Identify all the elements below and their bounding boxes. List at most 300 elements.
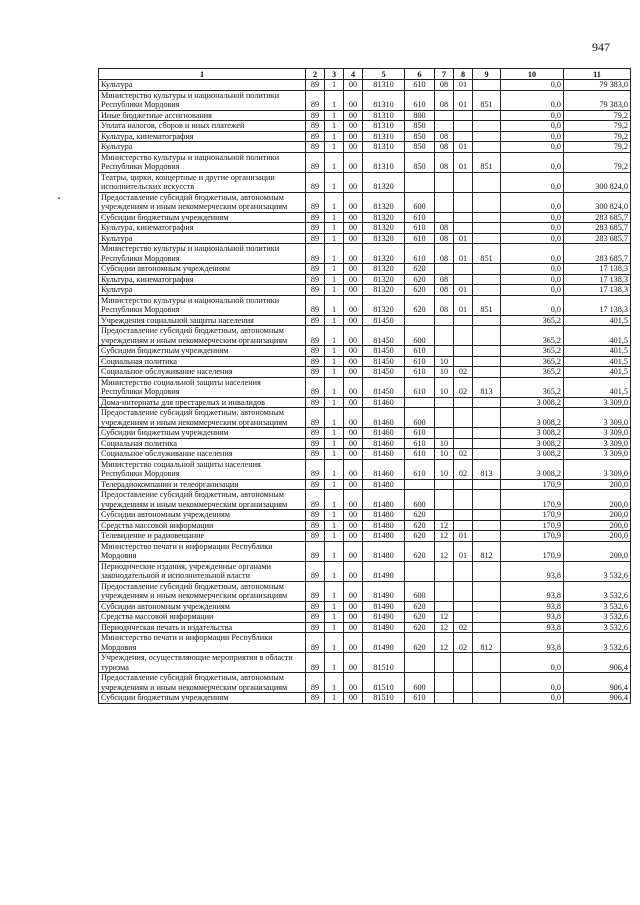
cell-col-4: 00: [344, 315, 363, 326]
cell-amount-2: 401,5: [564, 367, 631, 378]
cell-amount-1: 170,9: [501, 541, 564, 561]
table-row: [99, 131, 631, 142]
cell-col-2: 89: [306, 438, 325, 449]
cell-col-4: 00: [344, 110, 363, 121]
cell-section: [435, 479, 454, 490]
cell-section: 12: [435, 520, 454, 531]
cell-amount-1: 0,0: [501, 152, 564, 172]
cell-item-name: Средства массовой информации: [99, 612, 306, 623]
cell-amount-1: 365,2: [501, 377, 564, 397]
cell-col-2: 89: [306, 233, 325, 244]
cell-expense-type: 610: [405, 449, 435, 460]
cell-item-name: Культура: [99, 233, 306, 244]
cell-section: 10: [435, 438, 454, 449]
cell-expense-type: 850: [405, 142, 435, 153]
cell-target-code: 81450: [363, 346, 405, 357]
cell-col-3: 1: [325, 541, 344, 561]
cell-section: 08: [435, 285, 454, 296]
cell-section: 08: [435, 274, 454, 285]
cell-col-4: 00: [344, 633, 363, 653]
cell-item-name: Субсидии бюджетным учреждениям: [99, 428, 306, 439]
cell-expense-type: 610: [405, 80, 435, 91]
cell-amount-1: 93,8: [501, 622, 564, 633]
cell-section: 08: [435, 152, 454, 172]
cell-col-3: 1: [325, 397, 344, 408]
cell-target-code: 81490: [363, 622, 405, 633]
cell-section: 08: [435, 80, 454, 91]
cell-target-code: 81310: [363, 90, 405, 110]
cell-section: [435, 315, 454, 326]
cell-amount-1: 0,0: [501, 223, 564, 234]
cell-ministry-code: [473, 356, 501, 367]
cell-amount-2: 17 138,3: [564, 285, 631, 296]
cell-ministry-code: [473, 397, 501, 408]
cell-amount-1: 170,9: [501, 490, 564, 510]
cell-ministry-code: [473, 581, 501, 601]
cell-col-3: 1: [325, 346, 344, 357]
cell-subsection: [454, 479, 473, 490]
cell-col-2: 89: [306, 142, 325, 153]
cell-ministry-code: 851: [473, 152, 501, 172]
cell-ministry-code: [473, 285, 501, 296]
cell-item-name: Культура: [99, 142, 306, 153]
cell-col-3: 1: [325, 90, 344, 110]
cell-col-4: 00: [344, 438, 363, 449]
cell-amount-1: 0,0: [501, 264, 564, 275]
cell-ministry-code: [473, 172, 501, 192]
table-row: [99, 110, 631, 121]
cell-target-code: 81320: [363, 223, 405, 234]
cell-col-3: 1: [325, 408, 344, 428]
cell-subsection: 01: [454, 244, 473, 264]
cell-col-3: 1: [325, 653, 344, 673]
cell-ministry-code: [473, 121, 501, 132]
cell-section: [435, 212, 454, 223]
cell-section: 10: [435, 449, 454, 460]
cell-section: [435, 601, 454, 612]
cell-item-name: Предоставление субсидий бюджетным, автономным учреждениям и иным некоммерческим организациям: [99, 673, 306, 693]
cell-target-code: 81480: [363, 531, 405, 542]
cell-target-code: 81460: [363, 438, 405, 449]
cell-subsection: [454, 223, 473, 234]
cell-target-code: 81450: [363, 377, 405, 397]
cell-amount-2: 17 138,3: [564, 264, 631, 275]
table-row: [99, 673, 631, 693]
cell-ministry-code: [473, 264, 501, 275]
table-row: [99, 408, 631, 428]
cell-col-4: 00: [344, 459, 363, 479]
cell-amount-2: 3 309,0: [564, 428, 631, 439]
table-row: [99, 520, 631, 531]
cell-ministry-code: 813: [473, 459, 501, 479]
table-row: [99, 274, 631, 285]
cell-subsection: [454, 693, 473, 704]
cell-col-2: 89: [306, 397, 325, 408]
cell-amount-2: 3 309,0: [564, 397, 631, 408]
column-header: 1: [99, 69, 306, 80]
cell-ministry-code: [473, 315, 501, 326]
cell-ministry-code: [473, 80, 501, 91]
cell-item-name: Предоставление субсидий бюджетным, автономным учреждениям и иным некоммерческим организациям: [99, 192, 306, 212]
cell-col-2: 89: [306, 612, 325, 623]
table-row: [99, 326, 631, 346]
table-row: [99, 152, 631, 172]
cell-col-3: 1: [325, 223, 344, 234]
cell-col-2: 89: [306, 244, 325, 264]
cell-col-4: 00: [344, 285, 363, 296]
table-row: [99, 264, 631, 275]
cell-col-3: 1: [325, 531, 344, 542]
cell-col-2: 89: [306, 326, 325, 346]
cell-expense-type: 610: [405, 377, 435, 397]
cell-section: [435, 581, 454, 601]
cell-col-3: 1: [325, 601, 344, 612]
cell-amount-1: 3 008,2: [501, 449, 564, 460]
table-row: [99, 490, 631, 510]
cell-section: 08: [435, 223, 454, 234]
table-row: [99, 80, 631, 91]
cell-amount-2: 300 824,0: [564, 192, 631, 212]
cell-expense-type: 600: [405, 408, 435, 428]
cell-amount-1: 365,2: [501, 356, 564, 367]
cell-target-code: 81510: [363, 653, 405, 673]
cell-expense-type: 610: [405, 223, 435, 234]
cell-col-3: 1: [325, 520, 344, 531]
cell-item-name: Периодическая печать и издательства: [99, 622, 306, 633]
cell-amount-1: 0,0: [501, 80, 564, 91]
cell-section: [435, 326, 454, 346]
cell-ministry-code: [473, 131, 501, 142]
table-body: [99, 80, 631, 704]
cell-section: 12: [435, 622, 454, 633]
cell-subsection: 01: [454, 541, 473, 561]
table-row: [99, 531, 631, 542]
cell-col-4: 00: [344, 121, 363, 132]
cell-ministry-code: [473, 142, 501, 153]
table-row: [99, 346, 631, 357]
cell-amount-2: 200,0: [564, 510, 631, 521]
cell-item-name: Субсидии автономным учреждениям: [99, 264, 306, 275]
cell-amount-1: 0,0: [501, 673, 564, 693]
column-header: 2: [306, 69, 325, 80]
cell-col-4: 00: [344, 212, 363, 223]
cell-subsection: [454, 520, 473, 531]
cell-ministry-code: [473, 601, 501, 612]
cell-expense-type: 620: [405, 531, 435, 542]
cell-col-4: 00: [344, 541, 363, 561]
cell-col-2: 89: [306, 285, 325, 296]
cell-col-3: 1: [325, 377, 344, 397]
cell-target-code: 81460: [363, 408, 405, 428]
cell-item-name: Культура, кинематография: [99, 131, 306, 142]
cell-col-2: 89: [306, 490, 325, 510]
table-row: [99, 510, 631, 521]
cell-amount-2: 906,4: [564, 653, 631, 673]
cell-ministry-code: [473, 449, 501, 460]
cell-target-code: 81310: [363, 110, 405, 121]
cell-target-code: 81310: [363, 121, 405, 132]
cell-col-2: 89: [306, 531, 325, 542]
cell-section: [435, 490, 454, 510]
cell-col-2: 89: [306, 520, 325, 531]
cell-section: [435, 561, 454, 581]
cell-subsection: [454, 673, 473, 693]
cell-ministry-code: 813: [473, 377, 501, 397]
cell-col-4: 00: [344, 172, 363, 192]
cell-expense-type: [405, 479, 435, 490]
cell-expense-type: [405, 315, 435, 326]
cell-col-2: 89: [306, 377, 325, 397]
cell-section: [435, 121, 454, 132]
cell-col-4: 00: [344, 397, 363, 408]
cell-section: [435, 428, 454, 439]
cell-subsection: [454, 356, 473, 367]
cell-col-4: 00: [344, 561, 363, 581]
cell-section: 12: [435, 531, 454, 542]
cell-amount-2: 79,2: [564, 110, 631, 121]
cell-target-code: 81490: [363, 581, 405, 601]
cell-col-4: 00: [344, 612, 363, 623]
cell-col-3: 1: [325, 490, 344, 510]
cell-col-3: 1: [325, 131, 344, 142]
cell-amount-2: 200,0: [564, 479, 631, 490]
table-row: [99, 449, 631, 460]
cell-amount-2: 79,2: [564, 121, 631, 132]
cell-col-3: 1: [325, 285, 344, 296]
cell-amount-1: 365,2: [501, 367, 564, 378]
cell-col-3: 1: [325, 510, 344, 521]
cell-expense-type: 850: [405, 121, 435, 132]
table-row: [99, 541, 631, 561]
cell-col-4: 00: [344, 223, 363, 234]
cell-col-2: 89: [306, 653, 325, 673]
cell-col-3: 1: [325, 172, 344, 192]
cell-subsection: [454, 612, 473, 623]
cell-ministry-code: [473, 233, 501, 244]
cell-subsection: [454, 131, 473, 142]
cell-item-name: Учреждения социальной защиты населения: [99, 315, 306, 326]
cell-col-4: 00: [344, 653, 363, 673]
cell-ministry-code: [473, 490, 501, 510]
cell-amount-1: 365,2: [501, 326, 564, 346]
table-row: [99, 192, 631, 212]
cell-subsection: 01: [454, 285, 473, 296]
cell-amount-1: 3 008,2: [501, 428, 564, 439]
table-row: [99, 622, 631, 633]
cell-col-3: 1: [325, 459, 344, 479]
cell-target-code: 81310: [363, 142, 405, 153]
cell-target-code: 81480: [363, 510, 405, 521]
cell-target-code: 81450: [363, 315, 405, 326]
cell-amount-1: 170,9: [501, 479, 564, 490]
cell-section: 12: [435, 633, 454, 653]
cell-item-name: Дома-интернаты для престарелых и инвалидов: [99, 397, 306, 408]
cell-section: 08: [435, 233, 454, 244]
cell-amount-1: 0,0: [501, 295, 564, 315]
cell-col-3: 1: [325, 356, 344, 367]
cell-col-2: 89: [306, 264, 325, 275]
table-row: [99, 561, 631, 581]
cell-subsection: 01: [454, 233, 473, 244]
cell-expense-type: 620: [405, 510, 435, 521]
cell-expense-type: [405, 397, 435, 408]
cell-section: [435, 192, 454, 212]
cell-ministry-code: [473, 612, 501, 623]
cell-col-2: 89: [306, 581, 325, 601]
cell-col-2: 89: [306, 561, 325, 581]
cell-expense-type: 620: [405, 520, 435, 531]
cell-ministry-code: 812: [473, 541, 501, 561]
cell-col-2: 89: [306, 601, 325, 612]
cell-amount-2: 283 685,7: [564, 244, 631, 264]
cell-col-2: 89: [306, 693, 325, 704]
cell-col-4: 00: [344, 90, 363, 110]
cell-target-code: 81490: [363, 612, 405, 623]
cell-col-2: 89: [306, 459, 325, 479]
cell-col-3: 1: [325, 274, 344, 285]
cell-ministry-code: [473, 520, 501, 531]
cell-item-name: Социальное обслуживание населения: [99, 449, 306, 460]
cell-expense-type: 850: [405, 152, 435, 172]
cell-amount-2: 200,0: [564, 490, 631, 510]
cell-expense-type: 620: [405, 295, 435, 315]
cell-col-4: 00: [344, 622, 363, 633]
cell-expense-type: 850: [405, 131, 435, 142]
cell-col-2: 89: [306, 90, 325, 110]
cell-col-2: 89: [306, 192, 325, 212]
cell-amount-1: 170,9: [501, 520, 564, 531]
cell-subsection: 01: [454, 531, 473, 542]
cell-amount-2: 3 309,0: [564, 438, 631, 449]
page-number: 947: [592, 40, 610, 54]
cell-expense-type: 610: [405, 212, 435, 223]
cell-col-2: 89: [306, 274, 325, 285]
cell-ministry-code: [473, 653, 501, 673]
cell-amount-2: 3 532,6: [564, 601, 631, 612]
cell-amount-1: 3 008,2: [501, 408, 564, 428]
table-row: [99, 142, 631, 153]
cell-col-2: 89: [306, 633, 325, 653]
cell-amount-2: 3 532,6: [564, 612, 631, 623]
cell-item-name: Предоставление субсидий бюджетным, автономным учреждениям и иным некоммерческим организациям: [99, 581, 306, 601]
cell-amount-1: 365,2: [501, 315, 564, 326]
cell-expense-type: 610: [405, 367, 435, 378]
column-header: 3: [325, 69, 344, 80]
cell-amount-2: 79 383,0: [564, 90, 631, 110]
table-header-row: [99, 69, 631, 80]
cell-subsection: 02: [454, 622, 473, 633]
cell-subsection: [454, 428, 473, 439]
cell-col-2: 89: [306, 172, 325, 192]
cell-target-code: 81320: [363, 295, 405, 315]
cell-target-code: 81320: [363, 212, 405, 223]
cell-col-4: 00: [344, 274, 363, 285]
cell-section: 08: [435, 131, 454, 142]
cell-col-4: 00: [344, 510, 363, 521]
cell-col-3: 1: [325, 622, 344, 633]
cell-ministry-code: 812: [473, 633, 501, 653]
cell-target-code: 81320: [363, 264, 405, 275]
cell-subsection: [454, 653, 473, 673]
cell-expense-type: 610: [405, 356, 435, 367]
table-row: [99, 244, 631, 264]
cell-amount-1: 3 008,2: [501, 397, 564, 408]
cell-subsection: 01: [454, 295, 473, 315]
cell-ministry-code: [473, 326, 501, 346]
cell-col-4: 00: [344, 377, 363, 397]
cell-col-3: 1: [325, 315, 344, 326]
cell-subsection: 02: [454, 449, 473, 460]
cell-expense-type: 620: [405, 601, 435, 612]
cell-ministry-code: [473, 693, 501, 704]
cell-expense-type: 610: [405, 428, 435, 439]
cell-amount-1: 0,0: [501, 274, 564, 285]
cell-col-3: 1: [325, 152, 344, 172]
cell-ministry-code: [473, 346, 501, 357]
cell-item-name: Министерство культуры и национальной политики Республики Мордовия: [99, 152, 306, 172]
cell-expense-type: 620: [405, 264, 435, 275]
cell-subsection: [454, 397, 473, 408]
table-row: [99, 212, 631, 223]
cell-target-code: 81450: [363, 356, 405, 367]
cell-item-name: Культура: [99, 285, 306, 296]
cell-amount-1: 0,0: [501, 285, 564, 296]
table-row: [99, 633, 631, 653]
cell-section: [435, 264, 454, 275]
cell-subsection: [454, 192, 473, 212]
cell-subsection: [454, 315, 473, 326]
cell-amount-1: 0,0: [501, 142, 564, 153]
cell-target-code: 81320: [363, 244, 405, 264]
cell-ministry-code: [473, 510, 501, 521]
column-header: 8: [454, 69, 473, 80]
cell-item-name: Министерство социальной защиты населения Республики Мордовия: [99, 377, 306, 397]
cell-expense-type: 610: [405, 233, 435, 244]
cell-amount-1: 0,0: [501, 233, 564, 244]
cell-subsection: [454, 408, 473, 428]
cell-ministry-code: [473, 673, 501, 693]
cell-col-4: 00: [344, 520, 363, 531]
cell-col-3: 1: [325, 121, 344, 132]
table-row: [99, 295, 631, 315]
cell-col-2: 89: [306, 622, 325, 633]
cell-col-2: 89: [306, 479, 325, 490]
cell-subsection: [454, 212, 473, 223]
cell-col-3: 1: [325, 633, 344, 653]
cell-amount-2: 79,2: [564, 152, 631, 172]
cell-section: 12: [435, 612, 454, 623]
cell-col-3: 1: [325, 581, 344, 601]
cell-section: 08: [435, 244, 454, 264]
cell-subsection: [454, 601, 473, 612]
cell-subsection: [454, 172, 473, 192]
cell-subsection: [454, 490, 473, 510]
cell-amount-2: 3 532,6: [564, 633, 631, 653]
cell-expense-type: 600: [405, 192, 435, 212]
cell-section: [435, 673, 454, 693]
cell-amount-1: 0,0: [501, 244, 564, 264]
cell-target-code: 81320: [363, 192, 405, 212]
cell-item-name: Телевидение и радиовещание: [99, 531, 306, 542]
cell-col-4: 00: [344, 449, 363, 460]
cell-section: 10: [435, 459, 454, 479]
cell-col-4: 00: [344, 142, 363, 153]
table-row: [99, 653, 631, 673]
cell-col-4: 00: [344, 233, 363, 244]
cell-ministry-code: 851: [473, 90, 501, 110]
cell-expense-type: 620: [405, 541, 435, 561]
table-row: [99, 315, 631, 326]
